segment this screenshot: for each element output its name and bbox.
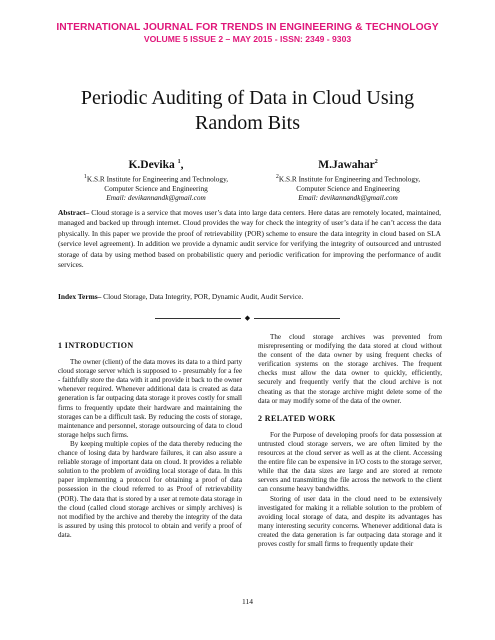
journal-name: INTERNATIONAL JOURNAL FOR TRENDS IN ENGINEERING & TECHNOLOGY xyxy=(56,22,439,33)
author-department: Computer Science and Engineering xyxy=(296,183,400,193)
paragraph: By keeping multiple copies of the data thereby reducing the chance of losing data by hardware failures, it can also assure a reliable storage of important data on cloud. It provides a reliable solution to the problem of avoiding local storage of data. In this paper implementing a protocol for obtaining a proof of data possession in the cloud referred to as Proof of retrievability (POR). The data that is stored by a user at remote data storage in the cloud (called cloud storage archives or simply archives) is not modified by the archive and thereby the integrity of the data is assured by using this protocol to obtain and verify a proof of data. xyxy=(58,439,242,539)
paragraph: The owner (client) of the data moves its data to a third party cloud storage server which is supposed to - presumably for a fee - faithfully store the data with it and provide it back to the owner whenever required. Whenever additional data is created as data generation is far outpacing data storage it proves costly for small firms to frequently update their hardware and maintaining the storages can be a difficult task. By reducing the costs of storage, maintenance and personnel, storage outsourcing of data to cloud storage helps such firms. xyxy=(58,358,242,439)
author-name-suffix: , xyxy=(180,158,184,171)
author-name: M.Jawahar xyxy=(318,158,375,171)
page-number: 114 xyxy=(242,597,253,606)
paragraph: The cloud storage archives was prevented from misrepresenting or modifying the data stored at cloud without the consent of the data owner by using frequent checks of verification systems on the storage archives. The frequent checks must allow the data owner to quickly, efficiently, securely and frequently verify that the cloud archive is not cheating as that the storage archive might delete some of the data or may modify some of the data of the owner. xyxy=(258,333,442,405)
author-department: Computer Science and Engineering xyxy=(104,183,208,193)
title-line-2: Random Bits xyxy=(194,112,300,134)
author-superscript: 2 xyxy=(374,159,378,165)
diamond-icon: ◆ xyxy=(244,314,251,323)
index-terms xyxy=(58,292,441,302)
author-name: K.Devika xyxy=(128,158,175,171)
author-superscript: 1 xyxy=(177,159,181,165)
author-email: Email: devikannandk@gmail.com xyxy=(298,193,398,203)
paragraph: For the Purpose of developing proofs for data possession at untrusted cloud storage servers, we are often limited by the resources at the cloud server as well as at the client. Accessing the entire file can be expensive in I/O costs to the storage server, while that the data sizes are large and are stored at remote servers and transmitting the file across the network to the client can consume heavy bandwidths. xyxy=(258,430,442,494)
index-terms-label: Index Terms– xyxy=(58,292,102,301)
abstract-text: Cloud storage is a service that moves user’s data into large data centers. Here datas are remotely located, maintained, managed and backed up through internet. Cloud provides the way for check the integrity of user’s data if he can’t access the data physically. In this paper we provide the proof of retrievability (POR) scheme to ensure the data integrity in cloud based on SLA (service level agreement). In addition we provide a dynamic audit service for verifying the integrity of outsourced and untrusted storage of data by using method based on probabilistic query and periodic verification for improving the performance of audit services. xyxy=(58,208,441,270)
journal-issue: VOLUME 5 ISSUE 2 – MAY 2015 - ISSN: 2349 - 9303 xyxy=(143,34,352,44)
section-separator xyxy=(0,314,495,322)
right-column xyxy=(258,333,442,549)
separator-line-left xyxy=(155,318,241,319)
separator-line-right xyxy=(254,318,340,319)
author-affiliation: K.S.R Institute for Engineering and Technology, xyxy=(278,174,421,184)
left-column xyxy=(58,333,242,540)
paper-title xyxy=(0,86,495,136)
section-heading-related-work: 2 RELATED WORK xyxy=(258,413,336,423)
author-block-1 xyxy=(56,155,256,203)
paragraph: Storing of user data in the cloud need to be extensively investigated for making it a reliable solution to the problem of avoiding local storage of data, and despite its advantages has many interesting security concerns. Whenever additional data is created the data generation is far outpacing data storage and it proves costly for small firms to frequently update their xyxy=(258,494,442,548)
author-email: Email: devikannandk@gmail.com xyxy=(106,193,206,203)
index-terms-text: Cloud Storage, Data Integrity, POR, Dynamic Audit, Audit Service. xyxy=(101,292,304,301)
abstract-label: Abstract– xyxy=(58,208,90,217)
author-block-2 xyxy=(248,155,448,203)
author-affiliation: K.S.R Institute for Engineering and Technology, xyxy=(86,174,229,184)
section-heading-introduction: 1 INTRODUCTION xyxy=(58,341,134,350)
affiliation-superscript: 1 xyxy=(83,173,87,180)
title-line-1: Periodic Auditing of Data in Cloud Using xyxy=(80,87,415,109)
affiliation-superscript: 2 xyxy=(275,173,279,180)
journal-header xyxy=(0,21,495,45)
abstract xyxy=(58,208,441,270)
